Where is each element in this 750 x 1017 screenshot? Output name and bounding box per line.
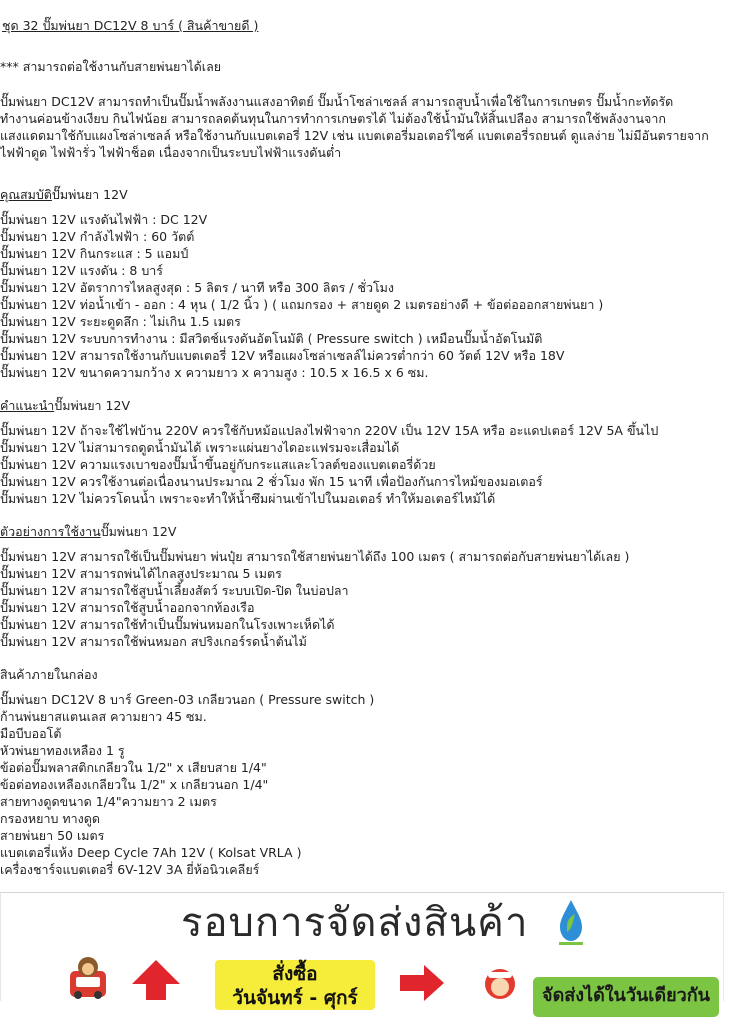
box-item: กรองหยาบ ทางดูด	[0, 811, 100, 826]
box-item: ปั๊มพ่นยา DC12V 8 บาร์ Green-03 เกลียวนอก ( Pressure switch )	[0, 692, 375, 707]
box-heading: สินค้าภายในกล่อง	[0, 667, 98, 682]
spec-item: ปั๊มพ่นยา 12V ขนาดความกว้าง x ความยาว x ความสูง : 10.5 x 16.5 x 6 ซม.	[0, 365, 429, 380]
advice-heading-rest: ปั๊มพ่นยา 12V	[54, 398, 130, 413]
box-item: ข้อต่อทองเหลืองเกลียวใน 1/2" x เกลียวนอก 1/4"	[0, 777, 269, 792]
intro-paragraph	[0, 93, 750, 161]
box-item: สายพ่นยา 50 เมตร	[0, 828, 105, 843]
spec-item: ปั๊มพ่นยา 12V แรงดันไฟฟ้า : DC 12V	[0, 212, 208, 227]
usage-heading-underlined: ตัวอย่างการใช้งาน	[0, 524, 101, 539]
usage-note: *** สามารถต่อใช้งานกับสายพ่นยาได้เลย	[0, 59, 222, 74]
box-contents-list	[0, 691, 750, 878]
advice-item: ปั๊มพ่นยา 12V ไม่สามารถดูดน้ำมันได้ เพราะแผ่นยางไดอะแฟรมจะเสื่อมได้	[0, 440, 400, 455]
box-item: แบตเตอรี่แห้ง Deep Cycle 7Ah 12V ( Kolsat VRLA )	[0, 845, 302, 860]
spec-item: ปั๊มพ่นยา 12V สามารถใช้งานกับแบตเตอรี่ 12V หรือแผงโซล่าเซลล์ไม่ควรต่ำกว่า 60 วัตต์ 12V หรือ 18V	[0, 348, 565, 363]
advice-heading	[0, 397, 130, 414]
spec-item: ปั๊มพ่นยา 12V แรงดัน : 8 บาร์	[0, 263, 163, 278]
banner-title: รอบการจัดส่งสินค้า	[181, 900, 529, 946]
box-item: เครื่องชาร์จแบตเตอรี่ 6V-12V 3A ยี่ห้อนิวเคลียร์	[0, 862, 260, 877]
spec-item: ปั๊มพ่นยา 12V ระบบการทำงาน : มีสวิตช์แรงดันอัตโนมัติ ( Pressure switch ) เหมือนปั๊มน้ำอัตโนมัติ	[0, 331, 543, 346]
box-item: ก้านพ่นยาสแตนเลส ความยาว 45 ซม.	[0, 709, 207, 724]
spec-item: ปั๊มพ่นยา 12V อัตราการไหลสูงสุด : 5 ลิตร / นาที หรือ 300 ลิตร / ชั่วโมง	[0, 280, 395, 295]
spec-list	[0, 211, 750, 381]
intro-line: แสงแดดมาใช้กับแผงโซล่าเซลล์ หรือใช้งานกับแบตเตอรี่ 12V เช่น แบตเตอรี่มอเตอร์ไซค์ แบตเตอรี่รถยนต์ ดูแลง่าย ไม่มีอันตรายจาก	[0, 128, 709, 143]
usage-item: ปั๊มพ่นยา 12V สามารถใช้เป็นปั๊มพ่นยา พ่นปุ๋ย สามารถใช้สายพ่นยาได้ถึง 100 เมตร ( สามารถต่อกับสายพ่นยาได้เลย )	[0, 549, 630, 564]
intro-line: ไฟฟ้าดูด ไฟฟ้ารั่ว ไฟฟ้าช็อต เนื่องจากเป็นระบบไฟฟ้าแรงดันต่ำ	[0, 145, 342, 160]
delivery-truck-icon	[66, 955, 110, 1000]
spec-item: ปั๊มพ่นยา 12V ท่อน้ำเข้า - ออก : 4 หุน ( 1/2 นิ้ว ) ( แถมกรอง + สายดูด 2 เมตรอย่างดี + ข้อต่อออกสายพ่นยา )	[0, 297, 604, 312]
usage-list	[0, 548, 750, 650]
advice-item: ปั๊มพ่นยา 12V ควรใช้งานต่อเนื่องนานประมาณ 2 ชั่วโมง พัก 15 นาที เพื่อป้องกันการไหม้ของมอเตอร์	[0, 474, 543, 489]
order-label: สั่งซื้อ	[272, 963, 318, 985]
spec-heading-underlined: คุณสมบัติ	[0, 187, 52, 202]
spec-item: ปั๊มพ่นยา 12V กินกระแส : 5 แอมป์	[0, 246, 189, 261]
usage-heading-rest: ปั๊มพ่นยา 12V	[100, 524, 177, 539]
intro-line: ทำงานค่อนข้างเงียบ กินไฟน้อย สามารถลดต้นทุนในการทำการเกษตรได้ ไม่ต้องใช้น้ำมันให้สิ้นเปลือง สามารถใช้พลังงานจาก	[0, 111, 666, 126]
arrow-up-icon	[130, 958, 182, 1000]
arrow-right-icon	[398, 965, 446, 1001]
spec-item: ปั๊มพ่นยา 12V ระยะดูดลึก : ไม่เกิน 1.5 เมตร	[0, 314, 241, 329]
usage-item: ปั๊มพ่นยา 12V สามารถใช้สูบน้ำออกจากท้องเรือ	[0, 600, 255, 615]
same-day-shipping-box	[533, 977, 719, 1017]
spec-heading-rest: ปั๊มพ่นยา 12V	[51, 187, 128, 202]
advice-list	[0, 422, 750, 507]
usage-item: ปั๊มพ่นยา 12V สามารถใช้พ่นหมอก สปริงเกอร์รดน้ำต้นไม้	[0, 634, 307, 649]
ship-text: จัดส่งได้ในวันเดียวกัน	[542, 985, 710, 1006]
box-item: ข้อต่อปั๊มพลาสติกเกลียวใน 1/2" x เสียบสาย 1/4"	[0, 760, 267, 775]
advice-item: ปั๊มพ่นยา 12V ถ้าจะใช้ไฟบ้าน 220V ควรใช้กับหม้อแปลงไฟฟ้าจาก 220V เป็น 12V 15A หรือ อะแดปเตอร์ 12V 5A ขึ้นไป	[0, 423, 659, 438]
usage-heading	[0, 523, 176, 540]
order-days: วันจันทร์ - ศุกร์	[232, 987, 358, 1009]
page-title: ชุด 32 ปั๊มพ่นยา DC12V 8 บาร์ ( สินค้าขายดี )	[2, 18, 259, 33]
order-days-box	[215, 960, 375, 1010]
box-item: มือบีบออโต้	[0, 726, 62, 741]
advice-item: ปั๊มพ่นยา 12V ไม่ควรโดนน้ำ เพราะจะทำให้น้ำซึมผ่านเข้าไปในมอเตอร์ ทำให้มอเตอร์ไหม้ได้	[0, 491, 496, 506]
usage-item: ปั๊มพ่นยา 12V สามารถใช้สูบน้ำเลี้ยงสัตว์ ระบบเปิด-ปิด ในบ่อปลา	[0, 583, 349, 598]
advice-heading-underlined: คำแนะนำ	[0, 398, 55, 413]
water-drop-logo-icon	[556, 898, 586, 946]
spec-item: ปั๊มพ่นยา 12V กำลังไฟฟ้า : 60 วัตต์	[0, 229, 195, 244]
box-item: หัวพ่นยาทองเหลือง 1 รู	[0, 743, 125, 758]
usage-item: ปั๊มพ่นยา 12V สามารถพ่นได้ไกลสูงประมาณ 5 เมตร	[0, 566, 282, 581]
advice-item: ปั๊มพ่นยา 12V ความแรงเบาของปั๊มน้ำขึ้นอยู่กับกระแสและโวลต์ของแบตเตอรี่ด้วย	[0, 457, 436, 472]
usage-item: ปั๊มพ่นยา 12V สามารถใช้ทำเป็นปั๊มพ่นหมอกในโรงเพาะเห็ดได้	[0, 617, 335, 632]
box-item: สายทางดูดขนาด 1/4"ความยาว 2 เมตร	[0, 794, 217, 809]
spec-heading	[0, 186, 128, 203]
intro-line: ปั๊มพ่นยา DC12V สามารถทำเป็นปั๊มน้ำพลังงานแสงอาทิตย์ ปั๊มน้ำโซล่าเซลล์ สามารถสูบน้ำเพื่อใช้ในการเกษตร ปั๊มน้ำกะทัดรัด	[0, 94, 674, 109]
delivery-mascot-icon	[480, 968, 520, 1000]
